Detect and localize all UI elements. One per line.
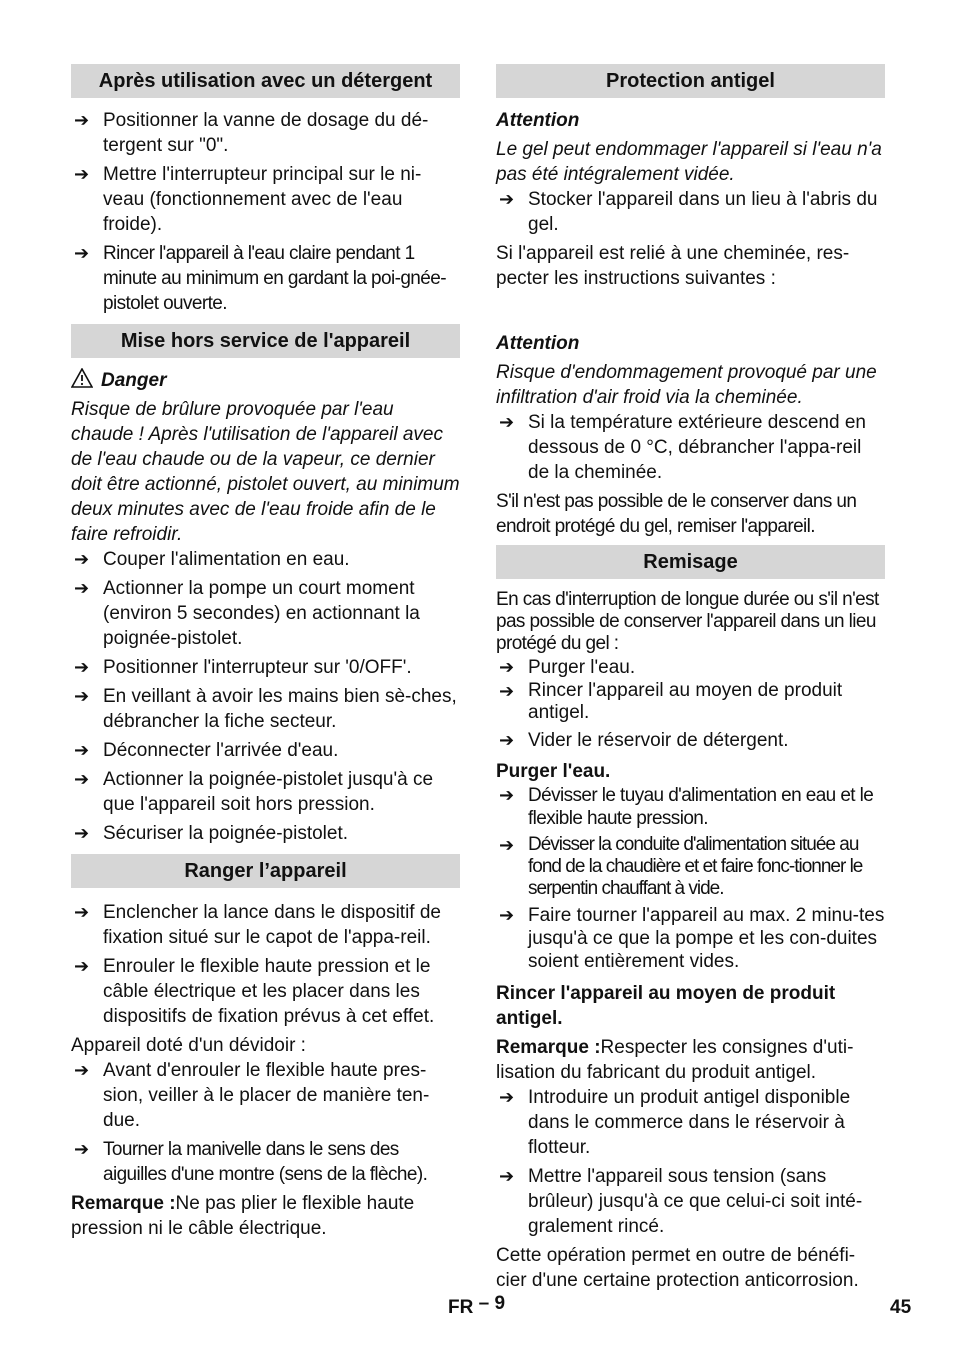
arrow-right-icon: ➔: [74, 902, 90, 922]
chimney-text: Si l'appareil est relié à une cheminée, res-pecter les instructions suivantes :: [496, 243, 850, 289]
warning-triangle-icon: [71, 368, 93, 388]
section-heading-storage: Ranger l’appareil: [71, 854, 460, 888]
arrow-right-icon: ➔: [74, 823, 90, 843]
arrow-right-icon: ➔: [499, 835, 515, 855]
list-item: ➔ Sécuriser la poignée-pistolet.: [71, 821, 460, 846]
arrow-right-icon: ➔: [499, 1166, 515, 1186]
list-item: ➔ Positionner l'interrupteur sur '0/OFF'.: [71, 655, 460, 680]
arrow-right-icon: ➔: [74, 686, 90, 706]
arrow-right-icon: ➔: [74, 1060, 90, 1080]
list-item: ➔ Si la température extérieure descend en dessous de 0 °C, débrancher l'appa-reil de la cheminée.: [496, 410, 885, 485]
list-item: ➔ Purger l'eau.: [496, 655, 885, 680]
list-item: ➔ Avant d'enrouler le flexible haute pres-sion, veiller à le placer de manière ten-due.: [71, 1058, 460, 1133]
list-item: ➔ Stocker l'appareil dans un lieu à l'abris du gel.: [496, 187, 885, 237]
arrow-right-icon: ➔: [74, 164, 90, 184]
section-page-number: – 9: [478, 1293, 506, 1314]
arrow-right-icon: ➔: [74, 243, 90, 263]
attention-text: Risque d'endommagement provoqué par une infiltration d'air froid via la cheminée.: [496, 362, 877, 408]
list-item: ➔ Dévisser la conduite d'alimentation située au fond de la chaudière et et faire fonc-tionner le serpentin chauffant à vide.: [496, 834, 885, 900]
note-label: Remarque :: [71, 1193, 176, 1214]
step-list: [496, 1085, 885, 1239]
left-column: [71, 64, 460, 1241]
arrow-right-icon: ➔: [74, 110, 90, 130]
section-heading-frost-protection: Protection antigel: [496, 64, 885, 98]
list-item: ➔ Dévisser le tuyau d'alimentation en eau et le flexible haute pression.: [496, 784, 885, 830]
subheading-purge: Purger l'eau.: [496, 761, 611, 782]
list-item: ➔ Mettre l'appareil sous tension (sans brûleur) jusqu'à ce que celui-ci soit inté-gralement rincé.: [496, 1164, 885, 1239]
page-number: 45: [890, 1297, 912, 1318]
arrow-right-icon: ➔: [74, 1139, 90, 1159]
list-item: ➔ Introduire un produit antigel disponible dans le commerce dans le réservoir à flotteur.: [496, 1085, 885, 1160]
section-heading-shutdown: Mise hors service de l'appareil: [71, 324, 460, 358]
arrow-right-icon: ➔: [499, 905, 515, 925]
language-code: FR: [448, 1297, 474, 1318]
reel-intro: Appareil doté d'un dévidoir :: [71, 1035, 306, 1056]
storage-intro: En cas d'interruption de longue durée ou s'il n'est pas possible de conserver l'appareil dans un lieu protégé du gel :: [496, 589, 879, 654]
arrow-right-icon: ➔: [499, 657, 515, 677]
final-text: Cette opération permet en outre de bénéfi-cier d'une certaine protection anticorrosion.: [496, 1245, 859, 1291]
arrow-right-icon: ➔: [74, 549, 90, 569]
list-item: ➔ Actionner la pompe un court moment (environ 5 secondes) en actionnant la poignée-pistolet.: [71, 576, 460, 651]
list-item: ➔ Rincer l'appareil à l'eau claire pendant 1 minute au minimum en gardant la poi-gnée-pistolet ouverte.: [71, 241, 460, 316]
note-paragraph: Remarque :Respecter les consignes d'uti-lisation du fabricant du produit antigel.: [496, 1037, 854, 1083]
step-list: [71, 108, 460, 316]
arrow-right-icon: ➔: [74, 657, 90, 677]
footer-section: [448, 1294, 505, 1322]
right-column: [496, 64, 885, 1293]
arrow-right-icon: ➔: [499, 412, 515, 432]
list-item: ➔ Actionner la poignée-pistolet jusqu'à ce que l'appareil soit hors pression.: [71, 767, 460, 817]
attention-heading: Attention: [496, 333, 580, 354]
step-list: [496, 784, 885, 973]
note-paragraph: Remarque :Ne pas plier le flexible haute pression ni le câble électrique.: [71, 1193, 415, 1239]
arrow-right-icon: ➔: [499, 1087, 515, 1107]
attention-text: Le gel peut endommager l'appareil si l'eau n'a pas été intégralement vidée.: [496, 139, 882, 185]
danger-text: Risque de brûlure provoquée par l'eau chaude ! Après l'utilisation de l'appareil avec de l'eau chaude ou de la vapeur, ce dernier doit être actionné, pistolet ouvert, au minimum deux minutes avec de l'eau froide afin de le faire refroidir.: [71, 399, 460, 545]
list-item: ➔ Enclencher la lance dans le dispositif de fixation situé sur le capot de l'appa-reil.: [71, 900, 460, 950]
list-item: ➔ Faire tourner l'appareil au max. 2 minu-tes jusqu'à ce que la pompe et les con-duites soient entièrement vides.: [496, 904, 885, 973]
step-list: [71, 900, 460, 1029]
step-list: [71, 1058, 460, 1187]
step-list: [71, 547, 460, 846]
list-item: ➔ Enrouler le flexible haute pression et le câble électrique et les placer dans les dispositifs de fixation prévus à cet effet.: [71, 954, 460, 1029]
list-item: ➔ Couper l'alimentation en eau.: [71, 547, 460, 572]
frost-text: S'il n'est pas possible de le conserver dans un endroit protégé du gel, remiser l'appareil.: [496, 491, 857, 537]
subheading-rinse: Rincer l'appareil au moyen de produit antigel.: [496, 983, 836, 1029]
arrow-right-icon: ➔: [74, 769, 90, 789]
list-item: ➔ En veillant à avoir les mains bien sè-ches, débrancher la fiche secteur.: [71, 684, 460, 734]
danger-heading: Danger: [71, 368, 460, 393]
arrow-right-icon: ➔: [74, 740, 90, 760]
arrow-right-icon: ➔: [74, 578, 90, 598]
section-heading-storage-long-term: Remisage: [496, 545, 885, 579]
list-item: ➔ Positionner la vanne de dosage du dé-tergent sur "0".: [71, 108, 460, 158]
list-item: ➔ Mettre l'interrupteur principal sur le ni-veau (fonctionnement avec de l'eau froide).: [71, 162, 460, 237]
section-heading-after-detergent: Après utilisation avec un détergent: [71, 64, 460, 98]
attention-heading: Attention: [496, 110, 580, 131]
arrow-right-icon: ➔: [499, 730, 515, 750]
step-list: [496, 655, 885, 753]
list-item: ➔ Rincer l'appareil au moyen de produit antigel.: [496, 680, 885, 724]
arrow-right-icon: ➔: [499, 681, 515, 701]
list-item: ➔ Vider le réservoir de détergent.: [496, 728, 885, 753]
note-label: Remarque :: [496, 1037, 601, 1058]
arrow-right-icon: ➔: [499, 189, 515, 209]
list-item: ➔ Déconnecter l'arrivée d'eau.: [71, 738, 460, 763]
arrow-right-icon: ➔: [74, 956, 90, 976]
list-item: ➔ Tourner la manivelle dans le sens des aiguilles d'une montre (sens de la flèche).: [71, 1137, 460, 1187]
arrow-right-icon: ➔: [499, 785, 515, 805]
